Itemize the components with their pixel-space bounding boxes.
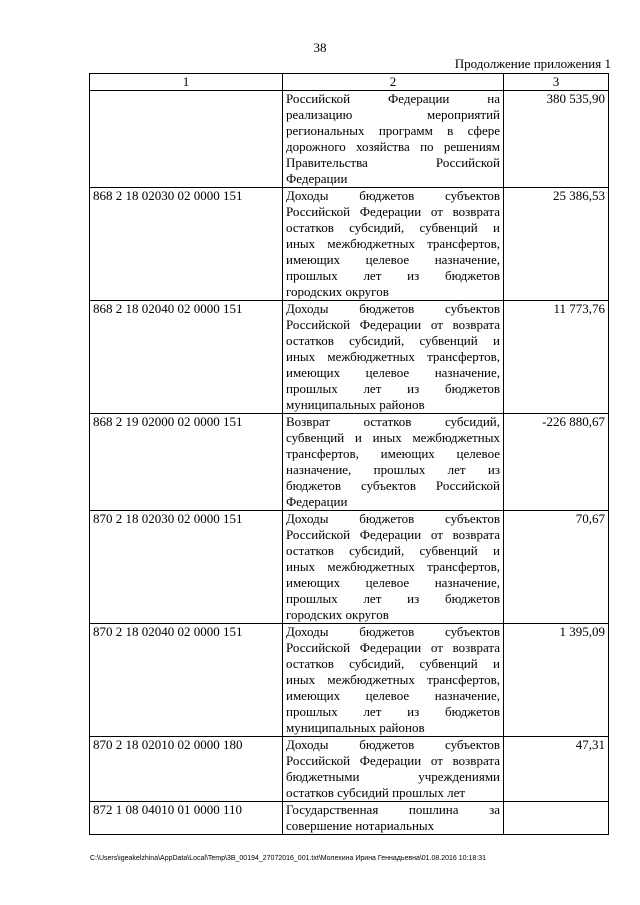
description-line: остатков субсидий, субвенций и	[286, 656, 500, 671]
description-line: Российской Федерации от возврата	[286, 527, 500, 542]
description-cell	[283, 301, 504, 414]
description-line: назначение, прошлых лет из	[286, 462, 500, 477]
description-line: прошлых лет из бюджетов	[286, 704, 500, 719]
description-line: реализацию мероприятий	[286, 107, 500, 122]
budget-code-cell: 870 2 18 02030 02 0000 151	[90, 511, 283, 624]
amount-cell: 47,31	[504, 737, 609, 802]
description-line: Российской Федерации от возврата	[286, 204, 500, 219]
description-line: имеющих целевое назначение,	[286, 365, 500, 380]
amount-cell: 70,67	[504, 511, 609, 624]
description-line: Российской Федерации от возврата	[286, 317, 500, 332]
description-cell	[283, 188, 504, 301]
description-line: городских округов	[286, 284, 389, 299]
table-row	[90, 737, 609, 802]
description-line: муниципальных районов	[286, 720, 425, 735]
description-line: иных межбюджетных трансфертов,	[286, 349, 500, 364]
description-cell	[283, 511, 504, 624]
budget-code-cell	[90, 91, 283, 188]
description-line: Федерации	[286, 494, 348, 509]
description-line: дорожного хозяйства по решениям	[286, 139, 500, 154]
description-line: остатков субсидий, субвенций и	[286, 220, 500, 235]
description-line: прошлых лет из бюджетов	[286, 268, 500, 283]
amount-cell: -226 880,67	[504, 414, 609, 511]
description-line: имеющих целевое назначение,	[286, 252, 500, 267]
budget-code-cell: 868 2 18 02040 02 0000 151	[90, 301, 283, 414]
budget-code-cell: 868 2 18 02030 02 0000 151	[90, 188, 283, 301]
amount-cell: 1 395,09	[504, 624, 609, 737]
description-line: остатков субсидий, субвенций и	[286, 333, 500, 348]
table-row	[90, 301, 609, 414]
description-line: Правительства Российской	[286, 155, 500, 170]
description-line: бюджетными учреждениями	[286, 769, 500, 784]
table-header-row	[90, 74, 609, 91]
description-line: остатков субсидий прошлых лет	[286, 785, 466, 800]
description-line: Государственная пошлина за	[286, 802, 500, 817]
amount-cell: 11 773,76	[504, 301, 609, 414]
budget-table	[89, 73, 609, 835]
description-line: имеющих целевое назначение,	[286, 575, 500, 590]
continuation-label: Продолжение приложения 1	[454, 56, 611, 71]
description-line: Доходы бюджетов субъектов	[286, 511, 500, 526]
file-path-footer: C:\Users\igeakelzhina\AppData\Local\Temp\3B_00194_27072016_001.txt\Молехина Ирина Геннадьевна\01.08.2016 10:18:31	[90, 855, 487, 862]
description-cell	[283, 802, 504, 835]
description-line: Федерации	[286, 171, 348, 186]
table-row	[90, 414, 609, 511]
description-line: трансфертов, имеющих целевое	[286, 446, 500, 461]
description-line: совершение нотариальных	[286, 818, 435, 833]
description-line: Доходы бюджетов субъектов	[286, 301, 500, 316]
description-line: региональных программ в сфере	[286, 123, 500, 138]
description-line: остатков субсидий, субвенций и	[286, 543, 500, 558]
description-line: прошлых лет из бюджетов	[286, 381, 500, 396]
description-cell	[283, 624, 504, 737]
description-line: субвенций и иных межбюджетных	[286, 430, 500, 445]
description-line: иных межбюджетных трансфертов,	[286, 236, 500, 251]
table-row	[90, 91, 609, 188]
budget-code-cell: 872 1 08 04010 01 0000 110	[90, 802, 283, 835]
budget-code-cell: 870 2 18 02010 02 0000 180	[90, 737, 283, 802]
table-row	[90, 624, 609, 737]
table-row	[90, 188, 609, 301]
table-row	[90, 802, 609, 835]
description-line: иных межбюджетных трансфертов,	[286, 559, 500, 574]
description-line: иных межбюджетных трансфертов,	[286, 672, 500, 687]
description-cell	[283, 414, 504, 511]
column-header: 3	[504, 74, 609, 91]
amount-cell: 25 386,53	[504, 188, 609, 301]
column-header: 1	[90, 74, 283, 91]
column-header: 2	[283, 74, 504, 91]
description-line: бюджетов субъектов Российской	[286, 478, 500, 493]
description-line: Доходы бюджетов субъектов	[286, 188, 500, 203]
description-line: Российской Федерации от возврата	[286, 753, 500, 768]
amount-cell: 380 535,90	[504, 91, 609, 188]
description-cell	[283, 737, 504, 802]
description-line: Доходы бюджетов субъектов	[286, 737, 500, 752]
description-line: муниципальных районов	[286, 397, 425, 412]
amount-cell	[504, 802, 609, 835]
description-line: Российской Федерации на	[286, 91, 500, 106]
page-number: 38	[313, 40, 327, 55]
budget-code-cell: 868 2 19 02000 02 0000 151	[90, 414, 283, 511]
table-row	[90, 511, 609, 624]
description-line: Доходы бюджетов субъектов	[286, 624, 500, 639]
description-line: городских округов	[286, 607, 389, 622]
budget-code-cell: 870 2 18 02040 02 0000 151	[90, 624, 283, 737]
description-line: имеющих целевое назначение,	[286, 688, 500, 703]
description-line: Возврат остатков субсидий,	[286, 414, 500, 429]
description-cell	[283, 91, 504, 188]
description-line: Российской Федерации от возврата	[286, 640, 500, 655]
description-line: прошлых лет из бюджетов	[286, 591, 500, 606]
